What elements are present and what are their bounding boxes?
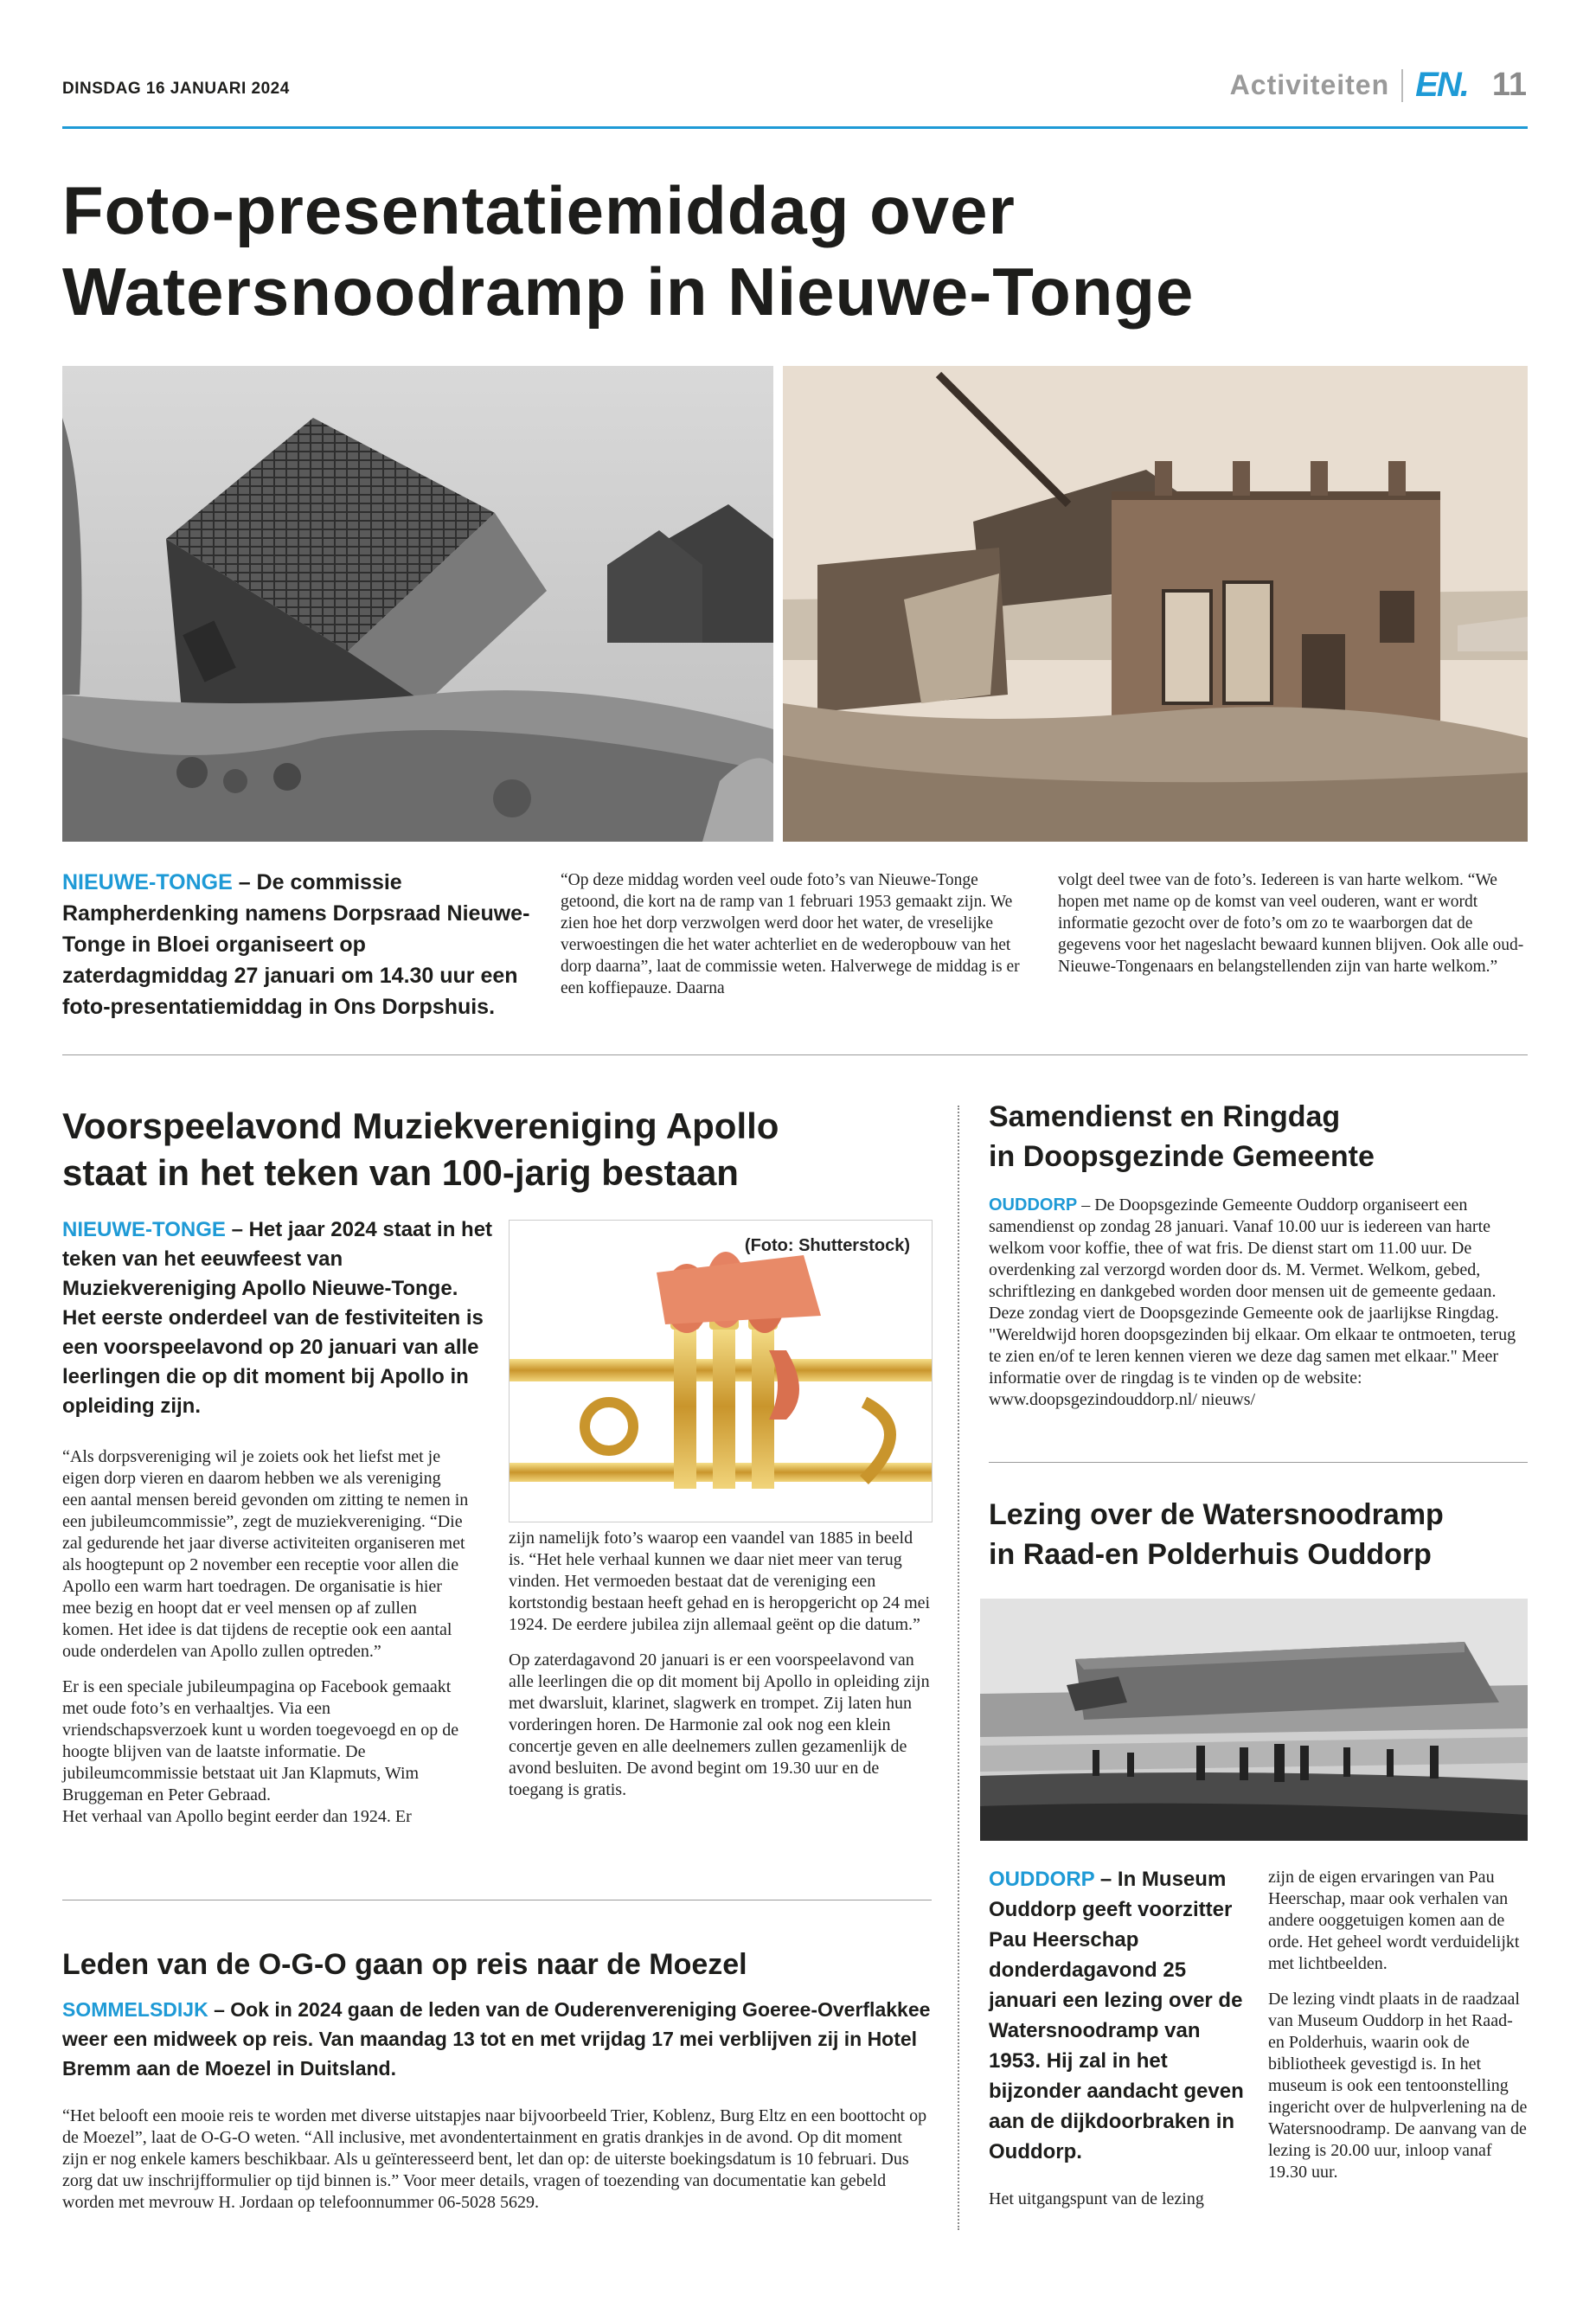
flood-photo-ruined-house bbox=[783, 366, 1528, 842]
header-divider bbox=[1401, 69, 1403, 102]
samendienst-body bbox=[989, 1195, 1528, 1411]
main-article-lead bbox=[62, 867, 536, 1022]
lezing-paragraph: De lezing vindt plaats in de raadzaal van Museum Ouddorp in het Raad-en Polderhuis, waarin ook de bibliotheek gevestigd is. In het museum is ook een tentoonstelling ingericht over de hulpverlening na de Watersnoodramp. De aanvang van de lezing is 20.00 uur, inloop vanaf 19.30 uur. bbox=[1268, 1990, 1528, 2182]
lezing-column-2 bbox=[1268, 1867, 1528, 2197]
apollo-paragraph: zijn namelijk foto’s waarop een vaandel van 1885 in beeld is. “Het hele verhaal kunnen we daar niet meer van terug vinden. Het vermoeden bestaat dat de vereniging een kortstondig bestaan heeft gehad en is heropgericht op 24 mei 1924. De eerdere jubilea zijn allemaal geënt op die datum.” bbox=[509, 1529, 931, 1634]
column-divider bbox=[958, 1106, 959, 2230]
main-headline bbox=[62, 170, 1273, 332]
apollo-location: NIEUWE-TONGE bbox=[62, 1218, 226, 1241]
page-header bbox=[1230, 66, 1527, 105]
ogo-location: SOMMELSDIJK bbox=[62, 1998, 208, 2021]
ruined-house-illustration bbox=[783, 366, 1528, 842]
newspaper-logo: EN. bbox=[1415, 66, 1468, 104]
apollo-headline-line1: Voorspeelavond Muziekvereniging Apollo bbox=[62, 1106, 779, 1146]
lezing-headline bbox=[989, 1495, 1525, 1574]
apollo-paragraph: Op zaterdagavond 20 januari is er een voorspeelavond van alle leerlingen die op dit moment bij Apollo in opleiding zijn met dwarsluit, klarinet, slagwerk en trompet. Zij laten hun vorderingen horen. De Harmonie zal ook nog een klein concertje geven en alle deelnemers zullen gezamenlijk de avond besluiten. De avond begint om 19.30 uur en de toegang is gratis. bbox=[509, 1650, 930, 1799]
section-label: Activiteiten bbox=[1229, 69, 1390, 100]
section-divider bbox=[62, 1054, 1528, 1055]
ogo-headline: Leden van de O-G-O gaan op reis naar de Moezel bbox=[62, 1948, 747, 1981]
ogo-body: “Het belooft een mooie reis te worden met diverse uitstapjes naar bijvoorbeeld Trier, Koblenz, Burg Eltz en een boottocht op de Moezel”, laat de O-G-O weten. “All inclusive, met avondentertainment en gratis drankjes in de avond. Op dit moment zijn er nog enkele kamers beschikbaar. Als u geïnteresseerd bent, let dan op: de uiterste boekingsdatum is 10 februari. Dus zorg dat uw inschrijfformulier op tijd binnen is.” Voor meer details, vragen of toezending van documentatie kan gebeld worden met mevrouw H. Jordaan op telefoonnummer 06-5028 5629. bbox=[62, 2106, 927, 2212]
apollo-lead bbox=[62, 1215, 495, 1421]
ogo-lead-text: – Ook in 2024 gaan de leden van de Ouderenvereniging Goeree-Overflakkee weer een midweek op reis. Van maandag 13 tot en met vrijdag 17 mei verblijven zij in Hotel Bremm aan de Moezel in Duitsland. bbox=[62, 1998, 931, 2080]
samendienst-headline bbox=[989, 1097, 1525, 1176]
main-headline-line1: Foto-presentatiemiddag over bbox=[62, 172, 1016, 248]
section-divider bbox=[989, 1462, 1528, 1463]
trumpet-illustration bbox=[510, 1221, 932, 1522]
apollo-paragraph: Er is een speciale jubileumpagina op Facebook gemaakt met oude foto’s en verhaaltjes. Via een vriendschapsverzoek kunt u worden toegevoegd en op de hoogte blijven van de laatste informatie. De jubileumcommissie betstaat uit Jan Klapmuts, Wim Bruggeman en Peter Gebraad. bbox=[62, 1677, 459, 1804]
dike-breach-illustration bbox=[980, 1599, 1528, 1841]
apollo-headline-line2: staat in het teken van 100-jarig bestaan bbox=[62, 1152, 739, 1193]
apollo-paragraph: “Als dorpsvereniging wil je zoiets ook het liefst met je eigen dorp vieren en daarom hebben we als vereniging een aantal mensen bereid gevonden om zitting te nemen in een jubileumcommissie”, zegt de muziekvereniging. “Die zal gedurende het jaar diverse activiteiten organiseren met als hoogtepunt op 2 november een receptie voor allen die Apollo een warm hart toedragen. De organisatie is hier mee bezig en hoopt dat er veel mensen op af zullen komen. Het idee is dat tijdens de receptie ook een aantal oude onderdelen van Apollo zullen optreden.” bbox=[62, 1447, 469, 1661]
dike-breach-photo bbox=[980, 1599, 1528, 1841]
photo-credit: (Foto: Shutterstock) bbox=[744, 1236, 910, 1255]
lezing-lead bbox=[989, 1864, 1257, 2167]
header-rule bbox=[62, 126, 1528, 129]
samendienst-headline-line2: in Doopsgezinde Gemeente bbox=[989, 1140, 1375, 1173]
page-number: 11 bbox=[1491, 67, 1527, 103]
lezing-headline-line2: in Raad-en Polderhuis Ouddorp bbox=[989, 1538, 1432, 1571]
lezing-location: OUDDORP bbox=[989, 1868, 1095, 1891]
lezing-paragraph: zijn de eigen ervaringen van Pau Heerschap, maar ook verhalen van andere ooggetuigen komen aan de orde. Het geheel wordt verduidelijkt met lichtbeelden. bbox=[1268, 1868, 1520, 1973]
trumpet-photo bbox=[509, 1220, 933, 1522]
apollo-headline bbox=[62, 1103, 945, 1196]
main-article-location: NIEUWE-TONGE bbox=[62, 870, 233, 894]
apollo-column-2 bbox=[509, 1528, 931, 1815]
main-article-column-2: “Op deze middag worden veel oude foto’s van Nieuwe-Tonge getoond, die kort na de ramp van 1 februari 1953 gemaakt zijn. We zien hoe het dorp verzwolgen werd door het water, de vreselijke verwoestingen die het water achterliet en de wederopbouw van het dorp daarna”, laat de commissie weten. Halverwege de middag is er een koffiepauze. Daarna bbox=[561, 871, 1020, 997]
samendienst-location: OUDDORP bbox=[989, 1195, 1078, 1215]
samendienst-body-text: – De Doopsgezinde Gemeente Ouddorp organiseert een samendienst op zondag 28 januari. Vanaf 10.00 uur is iedereen van harte welkom voor koffie, thee of wat fris. De dienst start om 11.00 uur. De overdenking zal verzorgd worden door ds. M. Vermet. Welkom, gebed, schriftlezing en dankgebed worden door mensen uit de gemeente gedaan. Deze zondag viert de Doopsgezinde Gemeente ook de jaarlijkse Ringdag. "Wereldwijd horen doopsgezinden bij elkaar. Om elkaar te ontmoeten, terug te zien en/of te leren kennen vieren we deze dag samen met elkaar." Meer informatie over de ringdag is te vinden op de website: www.doopsgezindouddorp.nl/ nieuws/ bbox=[989, 1195, 1516, 1409]
apollo-lead-text: – Het jaar 2024 staat in het teken van het eeuwfeest van Muziekvereniging Apollo Nieuwe-Tonge. Het eerste onderdeel van de festiviteiten is een voorspeelavond op 20 januari van alle leerlingen die op dit moment bij Apollo in opleiding zijn. bbox=[62, 1218, 493, 1418]
main-article-column-3: volgt deel twee van de foto’s. Iedereen is van harte welkom. “We hopen met name op de komst van veel ouderen, want er wordt informatie gezocht over de foto’s om zo te waarborgen dat de gegevens voor het nageslacht bewaard kunnen blijven. Ook alle oud-Nieuwe-Tongenaars en belangstellenden zijn van harte welkom.” bbox=[1058, 871, 1524, 976]
apollo-paragraph: Het verhaal van Apollo begint eerder dan 1924. Er bbox=[62, 1807, 412, 1826]
issue-date: DINSDAG 16 JANUARI 2024 bbox=[62, 80, 290, 98]
ogo-lead bbox=[62, 1995, 932, 2083]
lezing-column-1-tail: Het uitgangspunt van de lezing bbox=[989, 2189, 1204, 2208]
apollo-column-1 bbox=[62, 1446, 469, 1842]
main-article-lead-text: – De commissie Rampherdenking namens Dorpsraad Nieuwe-Tonge in Bloei organiseert op zaterdagmiddag 27 januari om 14.30 uur een foto-presentatiemiddag in Ons Dorpshuis. bbox=[62, 870, 530, 1019]
lezing-lead-text: – In Museum Ouddorp geeft voorzitter Pau Heerschap donderdagavond 25 januari een lezing over de Watersnoodramp van 1953. Hij zal in het bijzonder aandacht geven aan de dijkdoorbraken in Ouddorp. bbox=[989, 1868, 1244, 2163]
main-headline-line2: Watersnoodramp in Nieuwe-Tonge bbox=[62, 253, 1195, 330]
collapsed-house-illustration bbox=[62, 366, 773, 842]
samendienst-headline-line1: Samendienst en Ringdag bbox=[989, 1100, 1341, 1133]
flood-photo-collapsed-house bbox=[62, 366, 773, 842]
lezing-headline-line1: Lezing over de Watersnoodramp bbox=[989, 1498, 1444, 1531]
